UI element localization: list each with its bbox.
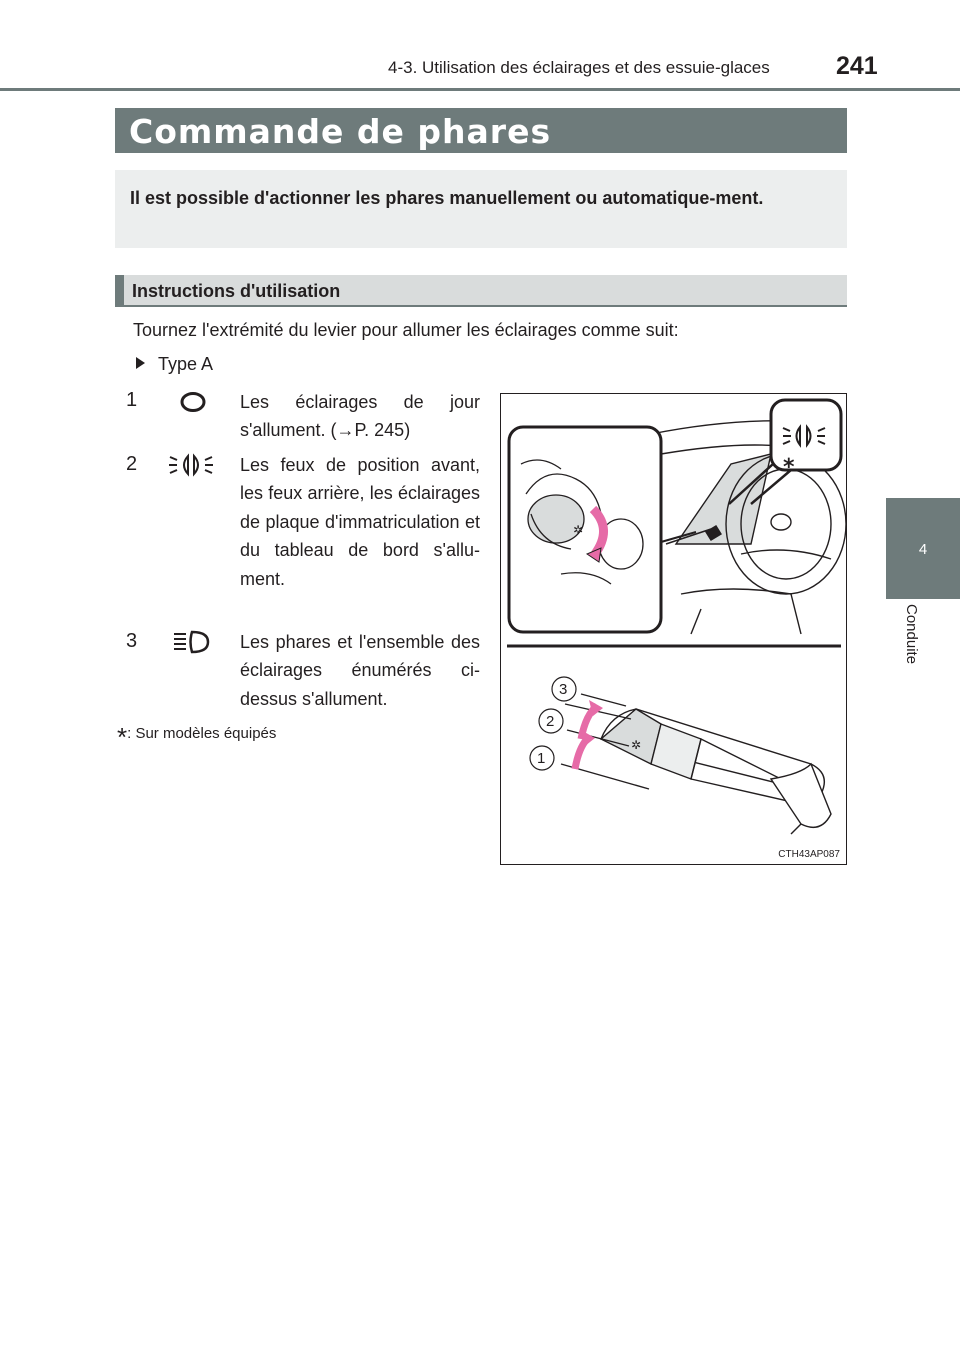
item-number-3: 3 — [126, 630, 138, 652]
footnote-text: : Sur modèles équipés — [127, 725, 277, 742]
bullet-arrow-icon — [136, 357, 145, 369]
footnote-star: * — [117, 722, 128, 752]
header-section-title: 4-3. Utilisation des éclairages et des essuie-glaces — [388, 58, 770, 77]
item-number-2: 2 — [126, 453, 138, 475]
chapter-label: Conduite — [903, 604, 920, 665]
subsection-title: Instructions d'utilisation — [132, 281, 341, 301]
svg-text:✲: ✲ — [573, 523, 584, 537]
header-rule — [0, 88, 960, 91]
daytime-running-light-icon — [178, 390, 208, 414]
lever-illustration — [501, 394, 848, 866]
lead-text: Tournez l'extrémité du levier pour allumer les éclairages comme suit: — [133, 320, 679, 340]
type-label: Type A — [158, 354, 214, 374]
subsection-rule — [115, 305, 847, 307]
svg-text:✲: ✲ — [631, 738, 642, 752]
figure-star: * — [783, 455, 795, 480]
subsection-accent — [115, 275, 124, 305]
item-text-2: Les feux de position avant, les feux arrière, les éclairages de plaque d'immatriculation et du tableau de bord s'allu-ment. — [240, 455, 480, 589]
chapter-number: 4 — [918, 541, 928, 558]
headlight-icon — [172, 629, 212, 655]
item-text-1: Les éclairages de jour s'allument. (→P. 245) — [240, 392, 480, 441]
footnote — [117, 722, 276, 753]
item-text-3: Les phares et l'ensemble des éclairages énumérés ci-dessus s'allument. — [240, 632, 480, 709]
page-title: Commande de phares — [129, 112, 552, 151]
section-title-bar — [115, 108, 847, 153]
intro-box — [115, 170, 847, 248]
callout-2: 2 — [546, 713, 555, 730]
callout-3: 3 — [559, 681, 568, 698]
intro-text: Il est possible d'actionner les phares manuellement ou automatique-ment. — [130, 188, 764, 208]
page-number: 241 — [836, 52, 878, 80]
figure-caption: CTH43AP087 — [778, 849, 840, 860]
callout-1: 1 — [537, 750, 546, 767]
item-number-1: 1 — [126, 389, 138, 411]
illustration-figure — [500, 393, 847, 865]
position-light-icon — [168, 452, 214, 478]
chapter-tab — [886, 498, 960, 599]
